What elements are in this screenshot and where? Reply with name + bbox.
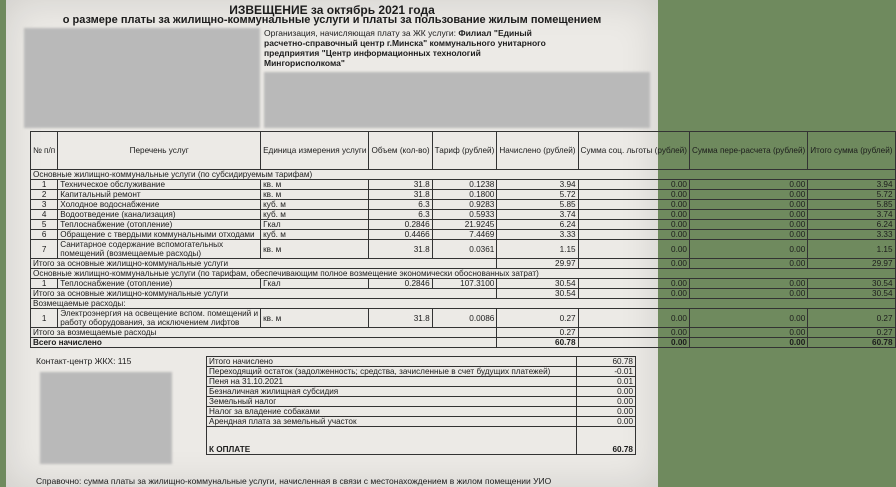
reference-note: Справочно: сумма платы за жилищно-коммунальные услуги, начисленная в связи с местонахождением в жилом помещении УИО [36,476,552,486]
table-row: 6 Обращение с твердыми коммунальными отходами куб. м 0.4466 7.4469 3.33 0.00 0.00 3.33 [31,230,896,240]
section-header: Возмещаемые расходы: [31,299,896,309]
summary-row: Арендная плата за земельный участок 0.00 [207,417,636,427]
col-social: Сумма соц. льготы (рублей) [578,132,689,170]
col-unit: Единица измерения услуги [261,132,369,170]
col-num: № п/п [31,132,58,170]
col-service: Перечень услуг [58,132,261,170]
summary-row: Итого начислено 60.78 [207,357,636,367]
redacted-qr-block [40,372,172,464]
to-pay-row: К ОПЛАТЕ 60.78 [207,427,636,455]
summary-row: Налог за владение собаками 0.00 [207,407,636,417]
redacted-address-block [24,28,260,128]
table-row: 5 Теплоснабжение (отопление) Гкал 0.2846 21.9245 6.24 0.00 0.00 6.24 [31,220,896,230]
table-row: 7 Санитарное содержание вспомогательных помещений (возмещаемые расходы) кв. м 31.8 0.0361 1.15 0.00 0.00 1.15 [31,240,896,259]
table-row: 1 Техническое обслуживание кв. м 31.8 0.1238 3.94 0.00 0.00 3.94 [31,180,896,190]
col-recalc: Сумма пере-расчета (рублей) [689,132,807,170]
section-header: Основные жилищно-коммунальные услуги (по тарифам, обеспечивающим полное возмещение экономически обоснованных затрат) [31,269,896,279]
table-header [31,132,896,170]
section-header: Основные жилищно-коммунальные услуги (по субсидируемым тарифам) [31,170,896,180]
summary-row: Безналичная жилищная субсидия 0.00 [207,387,636,397]
table-row: 1 Электроэнергия на освещение вспом. помещений и работу оборудования, за исключением лифтов кв. м 31.8 0.0086 0.27 0.00 0.00 0.27 [31,309,896,328]
summary-row: Земельный налог 0.00 [207,397,636,407]
contact-center: Контакт-центр ЖКХ: 115 [36,356,132,366]
services-table [30,131,896,348]
subtotal-row: Итого за основные жилищно-коммунальные услуги 29.97 0.00 0.00 29.97 [31,259,896,269]
table-row: 1 Теплоснабжение (отопление) Гкал 0.2846 107.3100 30.54 0.00 0.00 30.54 [31,279,896,289]
subtotal-row: Итого за возмещаемые расходы 0.27 0.00 0.00 0.27 [31,328,896,338]
table-row: 2 Капитальный ремонт кв. м 31.8 0.1800 5.72 0.00 0.00 5.72 [31,190,896,200]
table-row: 4 Водоотведение (канализация) куб. м 6.3 0.5933 3.74 0.00 0.00 3.74 [31,210,896,220]
payment-summary [206,356,636,455]
summary-row: Переходящий остаток (задолженность; средства, зачисленные в счет будущих платежей) -0.01 [207,367,636,377]
paper-sheet [6,0,893,487]
organization-info: Организация, начисляющая плату за ЖК услуги: Филиал "Единый расчетно-справочный центр г.Минска" коммунального унитарного предприятия "Центр информационных технологий Мингорисполкома" [264,28,546,68]
col-volume: Объем (кол-во) [369,132,432,170]
summary-row: Пеня на 31.10.2021 0.01 [207,377,636,387]
grand-total-row: Всего начислено 60.78 0.00 0.00 60.78 [31,338,896,348]
redacted-account-block [264,72,650,128]
table-row: 3 Холодное водоснабжение куб. м 6.3 0.9283 5.85 0.00 0.00 5.85 [31,200,896,210]
notice-title: ИЗВЕЩЕНИЕ за октябрь 2021 года [229,3,435,17]
col-total: Итого сумма (рублей) [808,132,895,170]
notice-subtitle: о размере платы за жилищно-коммунальные услуги и платы за пользование жилым помещением [62,14,602,26]
subtotal-row: Итого за основные жилищно-коммунальные услуги 30.54 0.00 0.00 30.54 [31,289,896,299]
col-accrued: Начислено (рублей) [497,132,578,170]
col-tariff: Тариф (рублей) [432,132,497,170]
